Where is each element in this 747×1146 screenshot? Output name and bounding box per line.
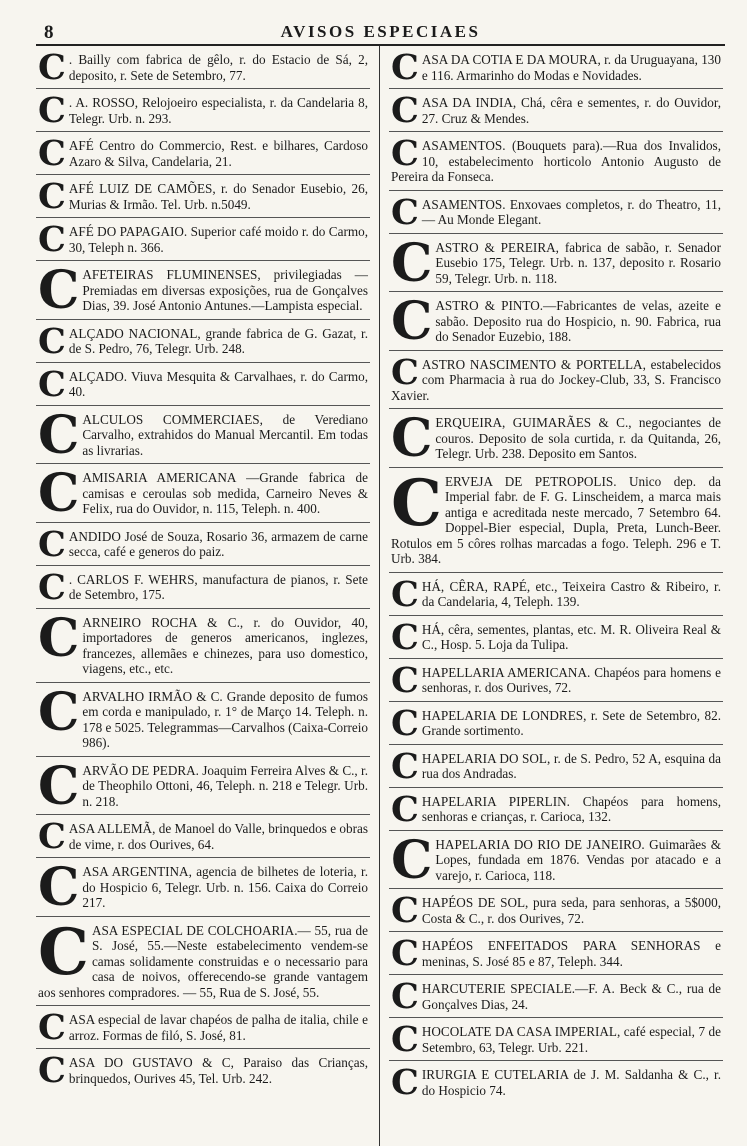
drop-cap: C [38, 320, 66, 362]
drop-cap: C [391, 702, 419, 744]
entry-text: ERVEJA DE PETROPOLIS. Unico dep. da Imperial fabr. de F. G. Linscheidem, a marca mais antiga e acreditada neste mercado, 7 Setembro 64. Doppel-Bier especial, Dupla, Preta, Lunch-Beer. Rotulos em 5 côres rolhas marcadas a fogo. Teleph. 296 e T. Urb. 384. [391, 473, 721, 566]
entry-text: HOCOLATE DA CASA IMPERIAL, café especial, 7 de Setembro, 63, Telegr. Urb. 221. [421, 1024, 721, 1055]
drop-cap: C [38, 566, 66, 608]
entry-text: ASA ALLEMÃ, de Manoel do Valle, brinquedos e obras de vime, r. dos Ourives, 64. [68, 821, 368, 852]
entry-text: HAPELARIA DO SOL, r. de S. Pedro, 52 A, esquina da rua dos Andradas. [421, 750, 721, 781]
entry-text: AFÉ DO PAPAGAIO. Superior café moido r. do Carmo, 30, Teleph n. 366. [68, 224, 368, 255]
entry-text: AFÉ LUIZ DE CAMÕES, r. do Senador Eusebio, 26, Murias & Irmão. Tel. Urb. n.5049. [68, 181, 368, 212]
left-column [36, 46, 370, 1103]
drop-cap: C [391, 659, 419, 701]
advertisement-entry [36, 406, 370, 465]
advertisement-entry [36, 464, 370, 523]
right-column [389, 46, 723, 1103]
drop-cap: C [391, 890, 419, 931]
advertisement-entry [36, 523, 370, 566]
advertisement-entry [389, 89, 723, 132]
entry-text: . Bailly com fabrica de gêlo, r. do Estacio de Sá, 2, deposito, r. Sete de Setembro, 77. [68, 52, 368, 83]
advertisement-entry [36, 858, 370, 917]
drop-cap: C [391, 976, 419, 1017]
advertisement-entry [389, 573, 723, 616]
entry-text: HAPÉOS ENFEITADOS PARA SENHORAS e meninas, S. José 85 e 87, Teleph. 344. [421, 938, 721, 969]
drop-cap: C [391, 933, 419, 974]
entry-text: HAPELARIA PIPERLIN. Chapéos para homens, senhoras e crianças, r. Carioca, 132. [421, 793, 721, 824]
advertisement-entry [389, 616, 723, 659]
entry-text: AFÉ Centro do Commercio, Rest. e bilhares, Cardoso Azaro & Silva, Candelaria, 21. [68, 138, 368, 169]
entry-text: ERQUEIRA, GUIMARÃES & C., negociantes de couros. Deposito de sola curtida, r. da Quitanda, 26, Telegr. Urb. 238. Deposito em Santos. [435, 415, 721, 461]
entry-text: HARCUTERIE SPECIALE.—F. A. Beck & C., rua de Gonçalves Dias, 24. [421, 981, 721, 1012]
entry-text: ARNEIRO ROCHA & C., r. do Ouvidor, 40, importadores de generos americanos, inglezes, francezes, allemães e chinezes, para uso domestico, viagens, etc., etc. [82, 614, 368, 676]
drop-cap: C [38, 90, 66, 131]
advertisement-entry [36, 46, 370, 89]
entry-text: ASTRO NASCIMENTO & PORTELLA, estabelecidos com Pharmacia à rua do Jockey-Club, 33, S. Francisco Xavier. [391, 356, 721, 403]
drop-cap: C [38, 463, 80, 524]
entry-text: ASAMENTOS. (Bouquets para).—Rua dos Invalidos, 10, estabelecimento horticolo Antonio Augusto de Pereira da Fonseca. [391, 138, 721, 184]
entry-text: ANDIDO José de Souza, Rosario 36, armazem de carne secca, café e generos do paiz. [68, 528, 368, 559]
drop-cap: C [391, 1019, 419, 1060]
entry-text: HAPELARIA DE LONDRES, r. Sete de Setembro, 82. Grande sortimento. [421, 707, 721, 738]
drop-cap: C [391, 745, 419, 787]
entry-text: ASTRO & PINTO.—Fabricantes de velas, azeite e sabão. Deposito rua do Hospicio, n. 90. Fabrica, rua do Senador Euzebio, 188. [435, 298, 721, 344]
drop-cap: C [38, 681, 80, 743]
advertisement-entry [389, 975, 723, 1018]
advertisement-entry [389, 465, 723, 573]
advertisement-entry [389, 46, 723, 89]
drop-cap: C [391, 1062, 419, 1103]
advertisement-entry [36, 363, 370, 406]
advertisement-entry [36, 683, 370, 757]
drop-cap: C [38, 1007, 66, 1048]
drop-cap: C [38, 404, 80, 466]
entry-text: ASA DO GUSTAVO & C, Paraiso das Crianças, brinquedos, Ourives 45, Tel. Urb. 242. [68, 1055, 368, 1086]
drop-cap: C [38, 219, 66, 260]
page-title: AVISOS ESPECIAES [280, 22, 481, 41]
advertisement-entry [389, 1061, 723, 1103]
drop-cap: C [38, 363, 66, 405]
drop-cap: C [391, 573, 419, 615]
entry-text: . A. ROSSO, Relojoeiro especialista, r. da Candelaria 8, Telegr. Urb. n. 293. [68, 95, 368, 126]
entry-text: IRURGIA E CUTELARIA de J. M. Saldanha & C., r. do Hospicio 74. [421, 1067, 721, 1098]
drop-cap: C [38, 176, 66, 217]
drop-cap: C [38, 133, 66, 174]
drop-cap: C [38, 47, 66, 88]
drop-cap: C [391, 191, 419, 233]
advertisement-entry [389, 659, 723, 702]
columns [36, 46, 725, 1103]
advertisement-entry [36, 566, 370, 609]
advertisement-entry [36, 261, 370, 320]
drop-cap: C [38, 260, 80, 321]
advertisement-entry [389, 831, 723, 890]
entry-text: HAPELLARIA AMERICANA. Chapéos para homens e senhoras, r. dos Ourives, 72. [421, 664, 721, 695]
advertisement-entry [36, 1049, 370, 1091]
advertisement-entry [36, 914, 370, 1007]
entry-text: ASAMENTOS. Enxovaes completos, r. do Theatro, 11, — Au Monde Elegant. [421, 196, 721, 227]
advertisement-entry [389, 292, 723, 351]
drop-cap: C [38, 914, 89, 990]
entry-text: ASA ARGENTINA, agencia de bilhetes de loteria, r. do Hospicio 6, Telegr. Urb. n. 156. Caixa do Correio 217. [82, 864, 368, 910]
column-divider [379, 46, 380, 1146]
entry-text: ARVÃO DE PEDRA. Joaquim Ferreira Alves & C., r. de Theophilo Ottoni, 46, Teleph. n. 218 e Telegr. Urb. n. 218. [82, 762, 368, 809]
advertisement-entry [36, 175, 370, 218]
entry-text: ASA DA COTIA E DA MOURA, r. da Uruguayana, 130 e 116. Armarinho do Modas e Novidades. [421, 52, 721, 83]
drop-cap: C [38, 523, 66, 565]
advertisement-entry [389, 234, 723, 293]
drop-cap: C [391, 133, 419, 174]
advertisement-entry [389, 889, 723, 932]
advertisement-entry [36, 815, 370, 858]
advertisement-entry [36, 320, 370, 363]
advertisement-entry [36, 89, 370, 132]
entry-text: HÁ, CÊRA, RAPÉ, etc., Teixeira Castro & Ribeiro, r. da Candelaria, 4, Teleph. 139. [421, 578, 721, 609]
entry-text: ASA ESPECIAL DE COLCHOARIA.— 55, rua de S. José, 55.—Neste estabelecimento vendem-se camas solidamente construidas e o necessario para casa de noivos, offerecendo-se grande vantagem aos senhores compradores. — 55, Rua de S. José, 55. [38, 922, 368, 1000]
drop-cap: C [391, 829, 433, 891]
drop-cap: C [391, 291, 433, 352]
advertisement-entry [389, 788, 723, 831]
advertisement-entry [389, 745, 723, 788]
drop-cap: C [391, 90, 419, 131]
advertisement-entry [36, 609, 370, 683]
drop-cap: C [38, 607, 80, 669]
drop-cap: C [391, 788, 419, 830]
entry-text: HÁ, cêra, sementes, plantas, etc. M. R. Oliveira Real & C., Hosp. 5. Loja da Tulipa. [421, 621, 721, 652]
entry-text: ALÇADO NACIONAL, grande fabrica de G. Gazat, r. de S. Pedro, 76, Telegr. Urb. 248. [68, 325, 368, 356]
drop-cap: C [38, 816, 66, 857]
advertisement-entry [36, 757, 370, 816]
advertisement-entry [389, 409, 723, 468]
advertisement-entry [389, 702, 723, 745]
page-header [36, 14, 725, 46]
entry-text: HAPÉOS DE SOL, pura seda, para senhoras, a 5$000, Costa & C., r. dos Ourives, 72. [421, 895, 721, 926]
advertisement-entry [389, 351, 723, 410]
page-number: 8 [44, 22, 54, 43]
drop-cap: C [38, 755, 80, 817]
drop-cap: C [391, 232, 433, 294]
entry-text: ALCULOS COMMERCIAES, de Verediano Carvalho, extrahidos do Manual Mercantil. Em todas as livrarias. [82, 411, 368, 458]
advertisement-entry [36, 1006, 370, 1049]
entry-text: ALÇADO. Viuva Mesquita & Carvalhaes, r. do Carmo, 40. [68, 368, 368, 399]
advertisement-entry [36, 132, 370, 175]
entry-text: . CARLOS F. WEHRS, manufactura de pianos, r. Sete de Setembro, 175. [68, 571, 368, 602]
advertisement-entry [389, 132, 723, 191]
drop-cap: C [391, 47, 419, 88]
entry-text: AMISARIA AMERICANA —Grande fabrica de camisas e ceroulas sob medida, Carneiro Neves & Felix, rua do Ouvidor, n. 115, Teleph. n. 400. [82, 470, 368, 516]
advertisement-entry [389, 932, 723, 975]
entry-text: AFETEIRAS FLUMINENSES, privilegiadas —Premiadas em diversas exposições, rua de Gonçalves Dias, 39. José Antonio Antunes.—Lampista especial. [82, 267, 368, 313]
advertisement-entry [389, 1018, 723, 1061]
entry-text: ARVALHO IRMÃO & C. Grande deposito de fumos em corda e manipulado, r. 1° de Março 14. Teleph. n. 178 e 5025. Telegrammas—Carvalhos (Caixa-Correio 986). [82, 688, 368, 750]
drop-cap: C [391, 616, 419, 658]
drop-cap: C [391, 465, 442, 541]
drop-cap: C [38, 857, 80, 918]
advertisement-entry [36, 218, 370, 261]
entry-text: ASA especial de lavar chapéos de palha de italia, chile e arroz. Formas de filó, S. José, 81. [68, 1012, 368, 1043]
entry-text: ASTRO & PEREIRA, fabrica de sabão, r. Senador Eusebio 175, Telegr. Urb. n. 137, deposito r. Rosario 59, Telegr. Urb. n. 118. [435, 239, 721, 286]
drop-cap: C [391, 351, 419, 393]
advertisement-entry [389, 191, 723, 234]
drop-cap: C [38, 1050, 66, 1091]
entry-text: ASA DA INDIA, Chá, cêra e sementes, r. do Ouvidor, 27. Cruz & Mendes. [421, 95, 721, 126]
drop-cap: C [391, 408, 433, 469]
entry-text: HAPELARIA DO RIO DE JANEIRO. Guimarães & Lopes, fundada em 1876. Vendas por atacado e a varejo, r. Carioca, 118. [435, 836, 721, 883]
